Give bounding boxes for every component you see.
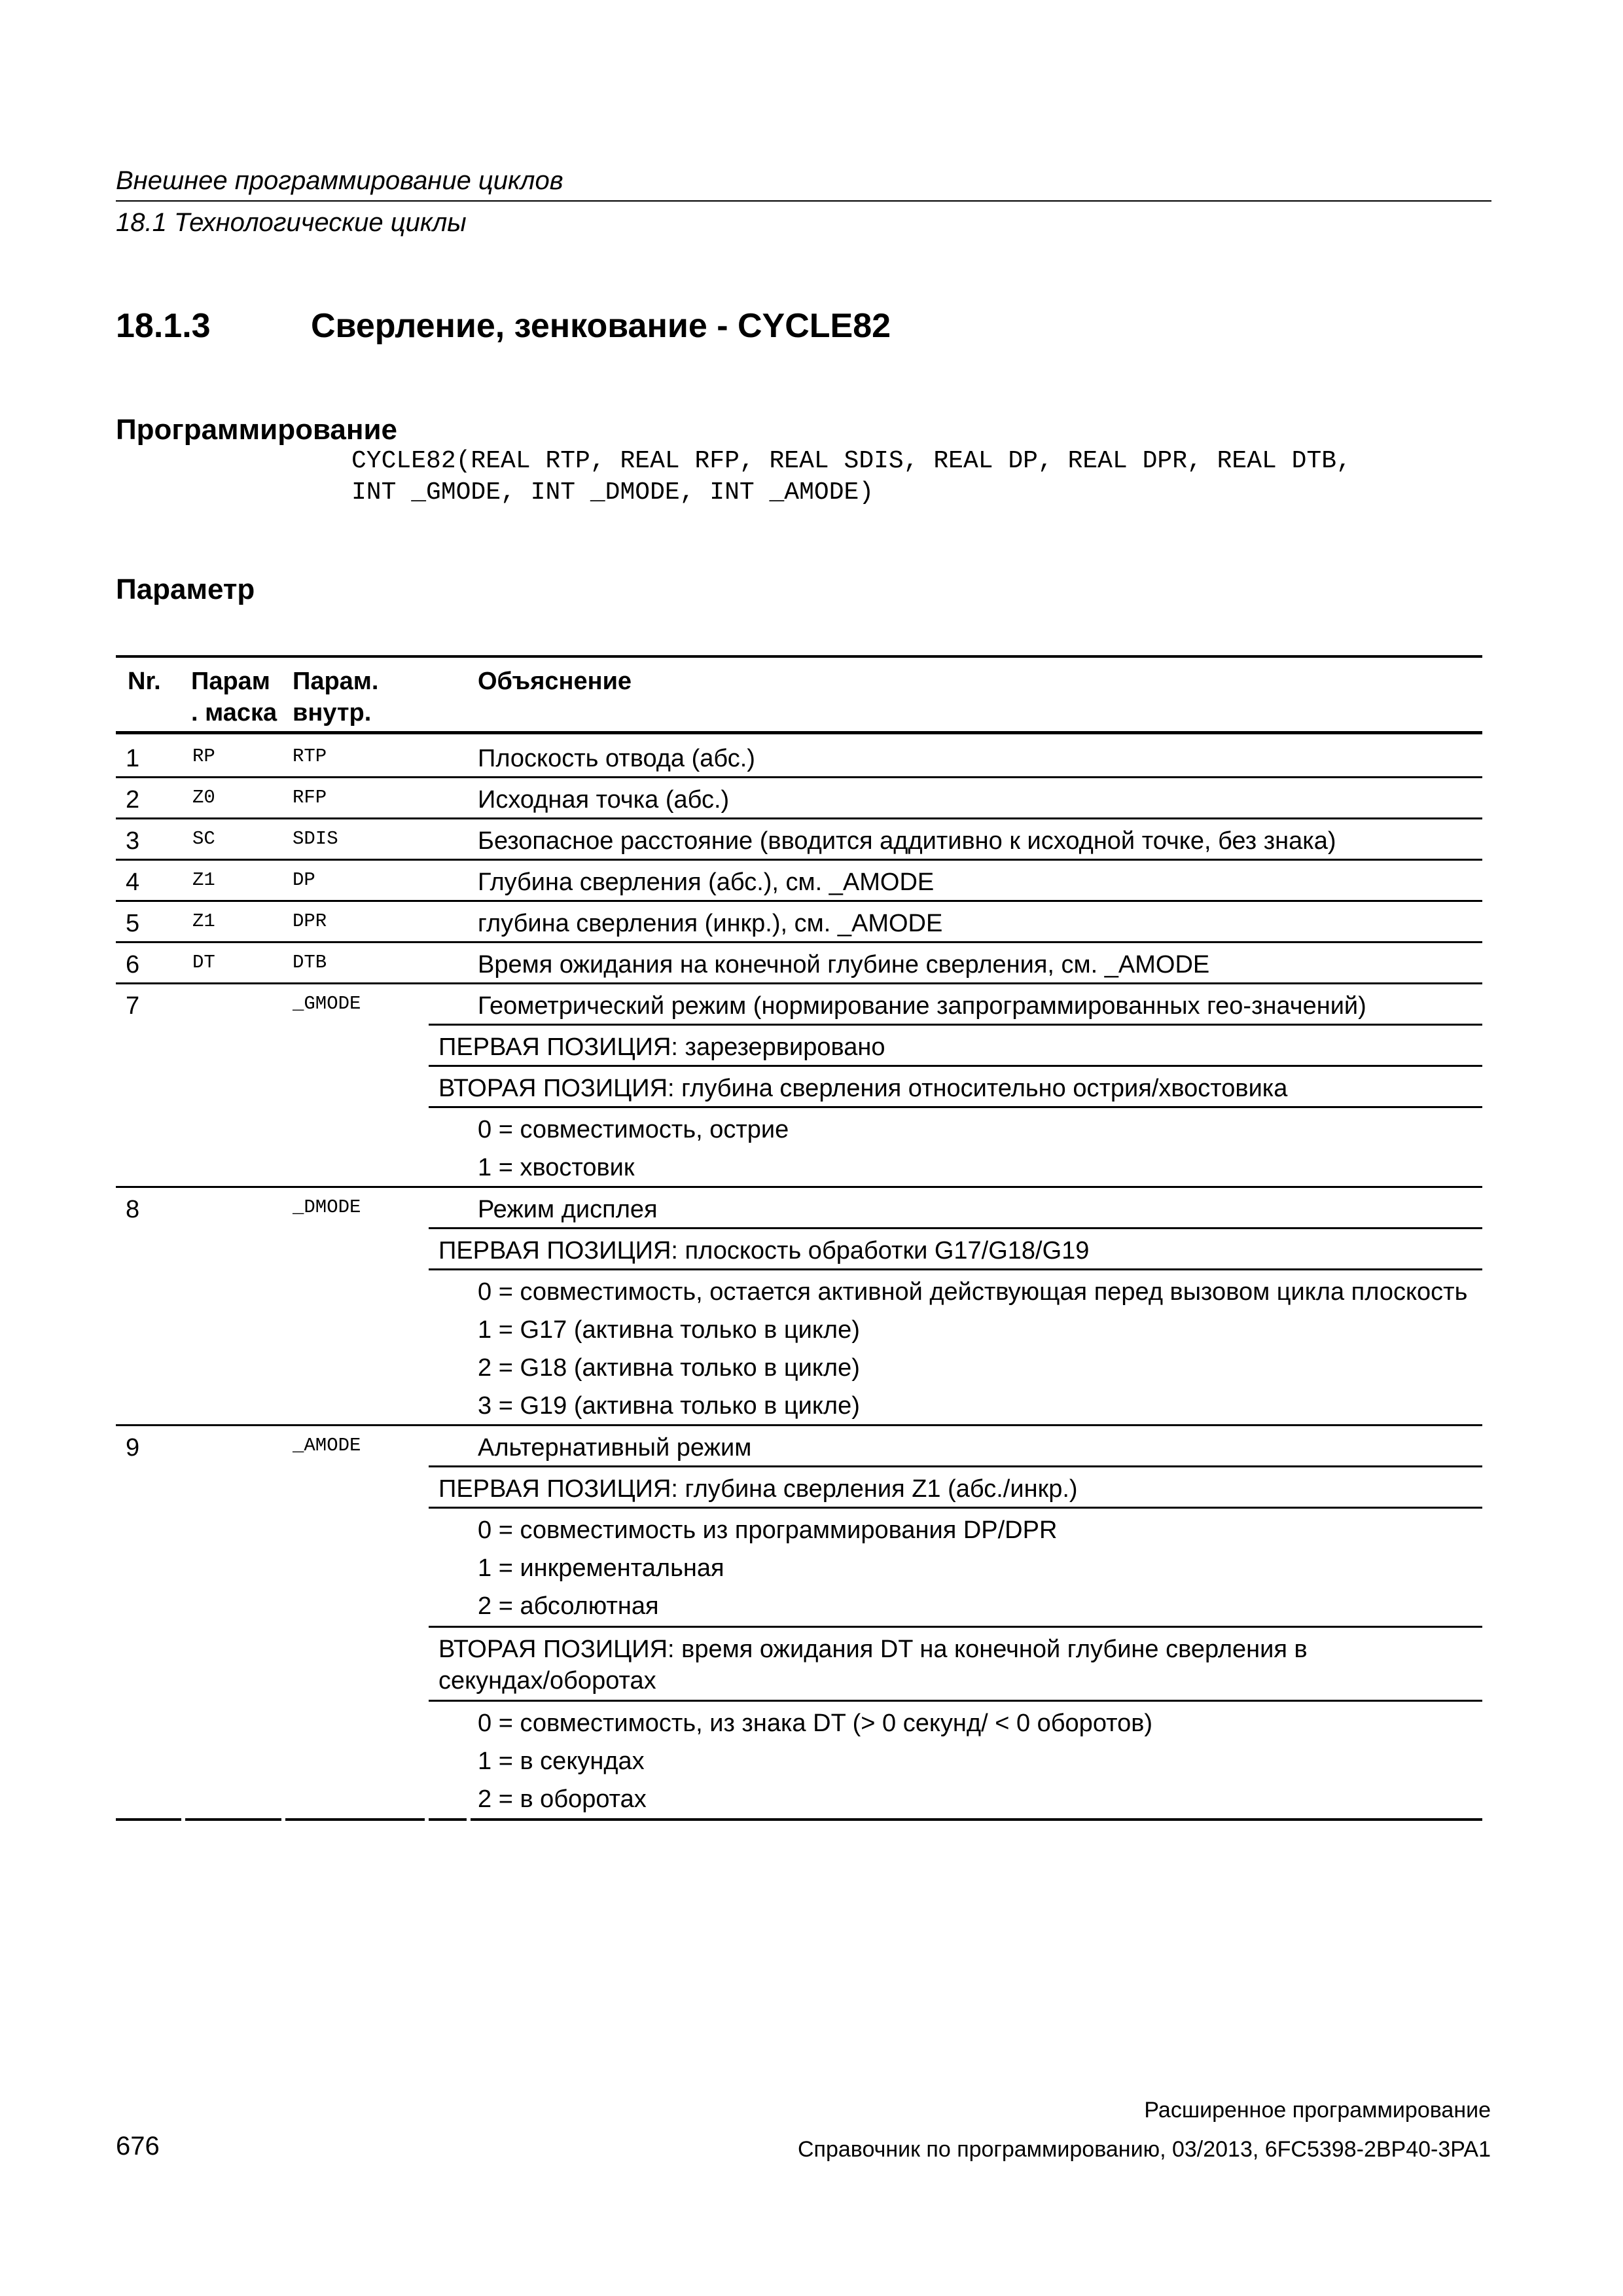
- header-bottom-rule: [116, 731, 1482, 734]
- row-divider: [429, 1465, 1482, 1467]
- programming-heading: Программирование: [116, 414, 397, 446]
- row-intern-param: _DMODE: [293, 1196, 361, 1218]
- running-header-section: 18.1 Технологические циклы: [116, 208, 467, 237]
- row-nr: 9: [126, 1434, 140, 1462]
- row-mask-param: SC: [192, 828, 215, 850]
- row-intern-param: DP: [293, 869, 315, 891]
- row-intern-param: DPR: [293, 910, 327, 932]
- table-bottom-rule: [285, 1818, 425, 1821]
- row-explanation: Альтернативный режим: [478, 1434, 752, 1462]
- option-value: 0 = совместимость из программирования DP/DPR: [478, 1516, 1058, 1544]
- row-mask-param: Z1: [192, 869, 215, 891]
- row-nr: 3: [126, 827, 140, 855]
- running-header-chapter: Внешнее программирование циклов: [116, 166, 563, 195]
- option-value: 2 = в оборотах: [478, 1785, 647, 1813]
- row-mask-param: DT: [192, 952, 215, 973]
- row-explanation: Геометрический режим (нормирование запрограммированных гео-значений): [478, 992, 1366, 1020]
- option-value: 0 = совместимость, остается активной действующая перед вызовом цикла плоскость: [478, 1278, 1468, 1306]
- row-divider: [116, 817, 1482, 819]
- row-nr: 7: [126, 992, 140, 1020]
- page-number: 676: [116, 2132, 160, 2161]
- row-divider: [429, 1700, 1482, 1702]
- header-explanation: Объяснение: [478, 668, 632, 695]
- row-explanation: Исходная точка (абс.): [478, 786, 730, 814]
- row-nr: 8: [126, 1196, 140, 1223]
- row-divider: [116, 900, 1482, 902]
- table-bottom-rule: [185, 1818, 281, 1821]
- row-nr: 6: [126, 951, 140, 978]
- row-divider: [116, 1186, 1482, 1188]
- option-value: 2 = абсолютная: [478, 1592, 659, 1620]
- section-number: 18.1.3: [116, 307, 211, 345]
- row-explanation: Режим дисплея: [478, 1196, 658, 1223]
- row-explanation: Глубина сверления (абс.), см. _AMODE: [478, 869, 935, 896]
- row-divider: [429, 1227, 1482, 1229]
- row-divider: [429, 1507, 1482, 1509]
- header-mask-line2: . маска: [191, 699, 277, 726]
- header-intern-line2: внутр.: [293, 699, 372, 726]
- row-divider: [429, 1024, 1482, 1026]
- row-divider: [429, 1065, 1482, 1067]
- row-explanation: Время ожидания на конечной глубине сверления, см. _AMODE: [478, 951, 1210, 978]
- position-label: ВТОРАЯ ПОЗИЦИЯ: глубина сверления относительно острия/хвостовика: [438, 1075, 1288, 1102]
- row-intern-param: _AMODE: [293, 1435, 361, 1456]
- section-title: Сверление, зенкование - CYCLE82: [311, 307, 891, 345]
- footer-book-title: Расширенное программирование: [1144, 2098, 1491, 2123]
- row-nr: 2: [126, 786, 140, 814]
- code-line-2: INT _GMODE, INT _DMODE, INT _AMODE): [351, 478, 874, 507]
- row-divider: [429, 1106, 1482, 1108]
- position-label: ВТОРАЯ ПОЗИЦИЯ: время ожидания DT на конечной глубине сверления в: [438, 1636, 1308, 1663]
- row-divider: [116, 776, 1482, 778]
- option-value: 1 = хвостовик: [478, 1154, 635, 1181]
- header-mask-line1: Парам: [191, 668, 270, 695]
- row-divider: [116, 941, 1482, 943]
- footer-book-reference: Справочник по программированию, 03/2013, 6FC5398-2BP40-3PA1: [798, 2137, 1491, 2162]
- row-mask-param: Z1: [192, 910, 215, 932]
- header-rule: [116, 200, 1491, 202]
- option-value: 1 = инкрементальная: [478, 1554, 724, 1582]
- row-explanation: Плоскость отвода (абс.): [478, 745, 755, 772]
- row-explanation: Безопасное расстояние (вводится аддитивно к исходной точке, без знака): [478, 827, 1336, 855]
- position-label: ПЕРВАЯ ПОЗИЦИЯ: плоскость обработки G17/G18/G19: [438, 1237, 1090, 1265]
- table-bottom-rule: [116, 1818, 181, 1821]
- position-label: ПЕРВАЯ ПОЗИЦИЯ: глубина сверления Z1 (абс./инкр.): [438, 1475, 1078, 1503]
- row-intern-param: _GMODE: [293, 993, 361, 1014]
- row-intern-param: DTB: [293, 952, 327, 973]
- code-line-1: CYCLE82(REAL RTP, REAL RFP, REAL SDIS, REAL DP, REAL DPR, REAL DTB,: [351, 447, 1351, 475]
- position-label: ПЕРВАЯ ПОЗИЦИЯ: зарезервировано: [438, 1033, 885, 1061]
- row-divider: [429, 1626, 1482, 1628]
- row-mask-param: RP: [192, 745, 215, 767]
- row-divider: [116, 1424, 1482, 1426]
- row-intern-param: SDIS: [293, 828, 338, 850]
- row-mask-param: Z0: [192, 787, 215, 808]
- option-value: 1 = G17 (активна только в цикле): [478, 1316, 860, 1344]
- row-nr: 1: [126, 745, 140, 772]
- row-nr: 5: [126, 910, 140, 937]
- option-value: 2 = G18 (активна только в цикле): [478, 1354, 860, 1382]
- row-intern-param: RTP: [293, 745, 327, 767]
- table-bottom-rule: [471, 1818, 1482, 1821]
- table-bottom-rule: [429, 1818, 467, 1821]
- row-intern-param: RFP: [293, 787, 327, 808]
- row-divider: [116, 982, 1482, 984]
- row-explanation: глубина сверления (инкр.), см. _AMODE: [478, 910, 943, 937]
- option-value: 0 = совместимость, острие: [478, 1116, 789, 1143]
- option-value: 3 = G19 (активна только в цикле): [478, 1392, 860, 1420]
- position-label-continued: секундах/оборотах: [438, 1667, 656, 1695]
- header-nr: Nr.: [128, 668, 161, 695]
- parameter-heading: Параметр: [116, 573, 255, 605]
- table-top-rule: [116, 655, 1482, 658]
- row-nr: 4: [126, 869, 140, 896]
- row-divider: [429, 1268, 1482, 1270]
- header-intern-line1: Парам.: [293, 668, 379, 695]
- option-value: 1 = в секундах: [478, 1748, 645, 1775]
- option-value: 0 = совместимость, из знака DT (> 0 секунд/ < 0 оборотов): [478, 1710, 1153, 1737]
- row-divider: [116, 859, 1482, 861]
